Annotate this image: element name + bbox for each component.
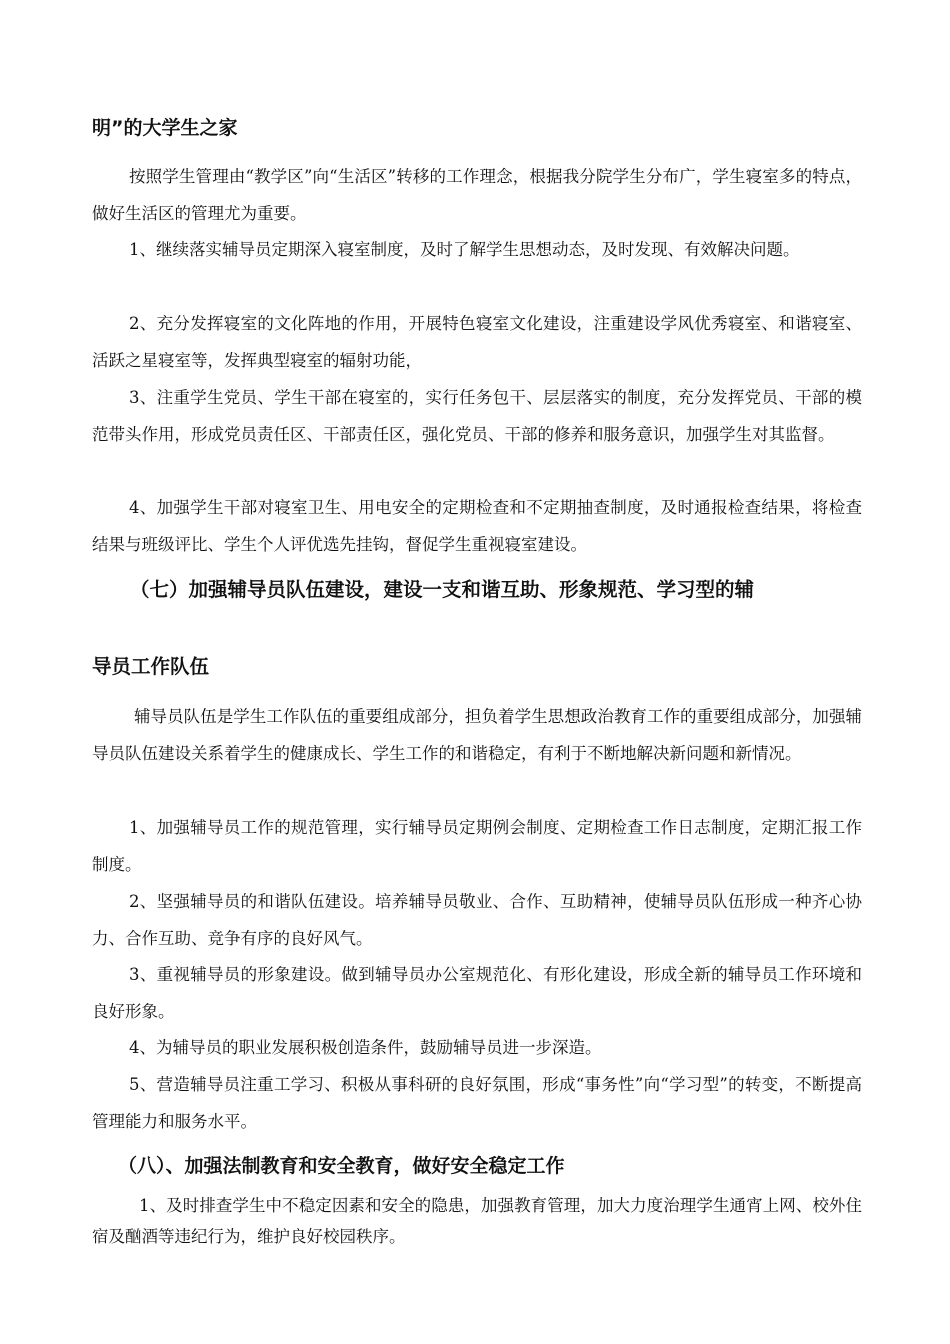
section-7-item-5: 5、营造辅导员注重工学习、积极从事科研的良好氛围，形成“事务性”向“学习型”的转变，不断提高管理能力和服务水平。 (92, 1075, 862, 1131)
section-7-item-1: 1、加强辅导员工作的规范管理，实行辅导员定期例会制度、定期检查工作日志制度，定期汇报工作制度。 (92, 818, 862, 874)
dorm-item-4: 4、加强学生干部对寝室卫生、用电安全的定期检查和不定期抽查制度，及时通报检查结果，将检查结果与班级评比、学生个人评优选先挂钩，督促学生重视寝室建设。 (92, 498, 862, 554)
section-7-intro-paragraph: 辅导员队伍是学生工作队伍的重要组成部分，担负着学生思想政治教育工作的重要组成部分，加强辅导员队伍建设关系着学生的健康成长、学生工作的和谐稳定，有利于不断地解决新问题和新情况。 (92, 707, 862, 763)
intro-living-area-paragraph: 按照学生管理由“教学区”向“生活区”转移的工作理念，根据我分院学生分布广，学生寝室多的特点，做好生活区的管理尤为重要。 (92, 167, 862, 223)
section-7-item-4: 4、为辅导员的职业发展积极创造条件，鼓励辅导员进一步深造。 (129, 1038, 602, 1057)
section-7-item-2: 2、坚强辅导员的和谐队伍建设。培养辅导员敬业、合作、互助精神，使辅导员队伍形成一种齐心协力、合作互助、竞争有序的良好风气。 (92, 892, 862, 948)
dorm-item-1: 1、继续落实辅导员定期深入寝室制度，及时了解学生思想动态，及时发现、有效解决问题。 (129, 240, 800, 259)
dorm-item-3: 3、注重学生党员、学生干部在寝室的，实行任务包干、层层落实的制度，充分发挥党员、干部的模范带头作用，形成党员责任区、干部责任区，强化党员、干部的修养和服务意识，加强学生对其监督。 (92, 388, 862, 444)
heading-continuation: 明”的大学生之家 (92, 117, 238, 139)
dorm-item-2: 2、充分发挥寝室的文化阵地的作用，开展特色寝室文化建设，注重建设学风优秀寝室、和谐寝室、活跃之星寝室等，发挥典型寝室的辐射功能， (92, 314, 862, 370)
section-7-item-3: 3、重视辅导员的形象建设。做到辅导员办公室规范化、有形化建设，形成全新的辅导员工作环境和良好形象。 (92, 965, 862, 1021)
section-8-title: （八）、加强法制教育和安全教育，做好安全稳定工作 (118, 1155, 565, 1177)
section-7-title-line-1: （七）加强辅导员队伍建设，建设一支和谐互助、形象规范、学习型的辅 (130, 578, 755, 601)
section-8-item-1: 1、及时排查学生中不稳定因素和安全的隐患，加强教育管理，加大力度治理学生通宵上网、校外住宿及酗酒等违纪行为，维护良好校园秩序。 (92, 1196, 862, 1246)
section-7-title-line-2: 导员工作队伍 (92, 655, 210, 678)
